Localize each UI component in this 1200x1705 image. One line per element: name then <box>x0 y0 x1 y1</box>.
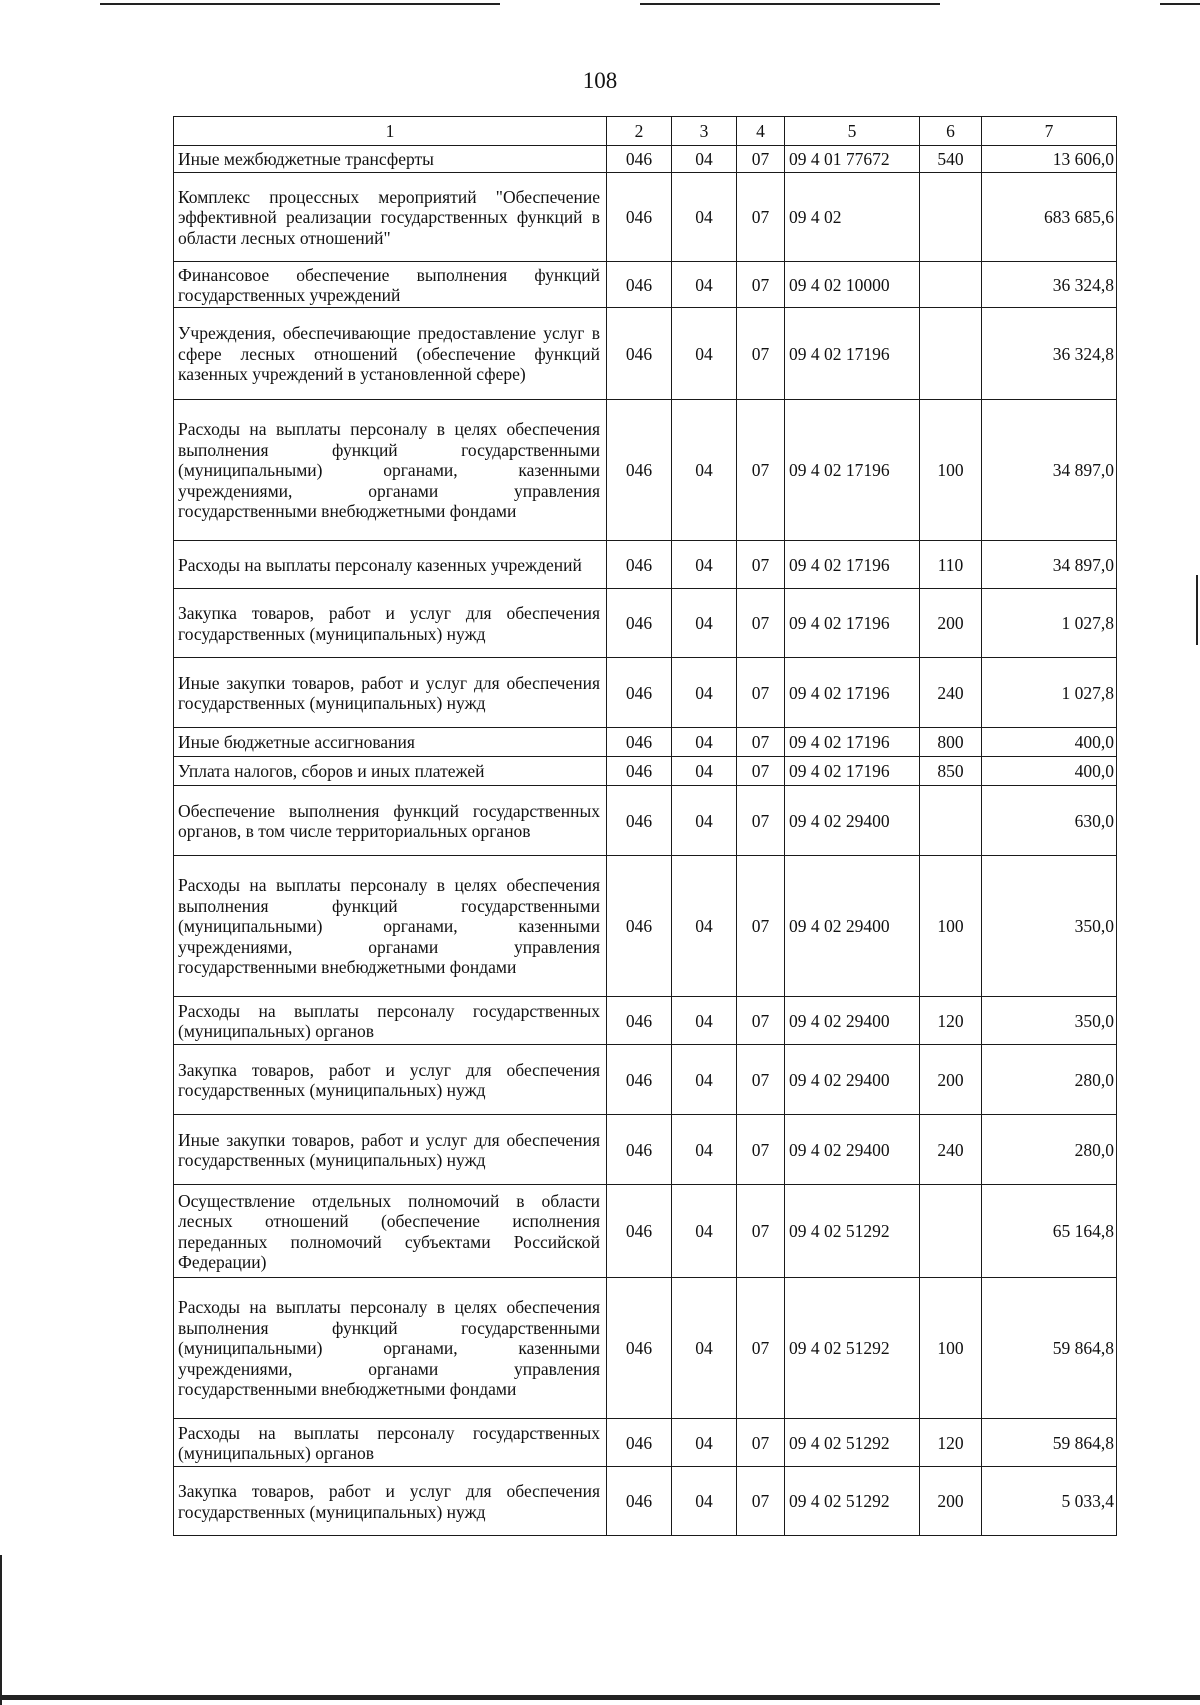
row-amount: 350,0 <box>982 856 1117 997</box>
row-ministry-code: 046 <box>607 400 672 541</box>
row-target-article: 09 4 02 17196 <box>785 400 920 541</box>
row-section: 04 <box>672 541 737 589</box>
row-name: Расходы на выплаты персоналу государственных (муниципальных) органов <box>174 1419 607 1467</box>
row-subsection: 07 <box>737 658 785 728</box>
row-section: 04 <box>672 400 737 541</box>
scan-edge-top-3 <box>1160 3 1200 5</box>
row-amount: 59 864,8 <box>982 1419 1117 1467</box>
row-subsection: 07 <box>737 997 785 1045</box>
row-ministry-code: 046 <box>607 856 672 997</box>
row-amount: 400,0 <box>982 757 1117 786</box>
row-name: Осуществление отдельных полномочий в области лесных отношений (обеспечение исполнения переданных полномочий субъектами Российской Федерации) <box>174 1185 607 1278</box>
row-ministry-code: 046 <box>607 146 672 173</box>
row-ministry-code: 046 <box>607 1419 672 1467</box>
row-amount: 630,0 <box>982 786 1117 856</box>
row-expense-type: 540 <box>920 146 982 173</box>
row-expense-type: 200 <box>920 1467 982 1536</box>
row-expense-type <box>920 1185 982 1278</box>
row-target-article: 09 4 02 10000 <box>785 262 920 308</box>
row-expense-type: 120 <box>920 1419 982 1467</box>
row-amount: 280,0 <box>982 1045 1117 1115</box>
row-ministry-code: 046 <box>607 262 672 308</box>
row-target-article: 09 4 02 29400 <box>785 997 920 1045</box>
row-target-article: 09 4 02 29400 <box>785 1115 920 1185</box>
row-target-article: 09 4 02 17196 <box>785 757 920 786</box>
row-target-article: 09 4 02 29400 <box>785 1045 920 1115</box>
row-section: 04 <box>672 1419 737 1467</box>
row-ministry-code: 046 <box>607 757 672 786</box>
column-header: 6 <box>920 117 982 146</box>
table-row <box>174 1419 1117 1467</box>
row-section: 04 <box>672 1278 737 1419</box>
row-ministry-code: 046 <box>607 1115 672 1185</box>
row-expense-type <box>920 173 982 262</box>
row-target-article: 09 4 02 17196 <box>785 589 920 658</box>
row-subsection: 07 <box>737 262 785 308</box>
row-name: Иные бюджетные ассигнования <box>174 728 607 757</box>
row-section: 04 <box>672 146 737 173</box>
row-expense-type: 240 <box>920 658 982 728</box>
table-row <box>174 400 1117 541</box>
row-expense-type: 200 <box>920 589 982 658</box>
row-section: 04 <box>672 589 737 658</box>
row-amount: 34 897,0 <box>982 541 1117 589</box>
row-name: Расходы на выплаты персоналу в целях обеспечения выполнения функций государственными (муниципальными) органами, казенными учреждениями, органами управления государственными внебюджетными фондами <box>174 856 607 997</box>
row-name: Учреждения, обеспечивающие предоставление услуг в сфере лесных отношений (обеспечение функций казенных учреждений в установленной сфере) <box>174 308 607 400</box>
row-section: 04 <box>672 1467 737 1536</box>
row-target-article: 09 4 02 29400 <box>785 856 920 997</box>
row-subsection: 07 <box>737 1467 785 1536</box>
table-row <box>174 658 1117 728</box>
row-subsection: 07 <box>737 786 785 856</box>
row-section: 04 <box>672 173 737 262</box>
row-target-article: 09 4 02 51292 <box>785 1185 920 1278</box>
row-name: Расходы на выплаты персоналу в целях обеспечения выполнения функций государственными (муниципальными) органами, казенными учреждениями, органами управления государственными внебюджетными фондами <box>174 1278 607 1419</box>
row-subsection: 07 <box>737 400 785 541</box>
table-row <box>174 997 1117 1045</box>
row-section: 04 <box>672 997 737 1045</box>
row-ministry-code: 046 <box>607 728 672 757</box>
row-expense-type: 240 <box>920 1115 982 1185</box>
row-amount: 5 033,4 <box>982 1467 1117 1536</box>
table-row <box>174 757 1117 786</box>
row-target-article: 09 4 02 <box>785 173 920 262</box>
row-ministry-code: 046 <box>607 1185 672 1278</box>
row-name: Уплата налогов, сборов и иных платежей <box>174 757 607 786</box>
row-subsection: 07 <box>737 308 785 400</box>
table-row <box>174 589 1117 658</box>
row-section: 04 <box>672 658 737 728</box>
budget-table <box>173 116 1117 1536</box>
row-name: Расходы на выплаты персоналу казенных учреждений <box>174 541 607 589</box>
row-section: 04 <box>672 1115 737 1185</box>
row-name: Закупка товаров, работ и услуг для обеспечения государственных (муниципальных) нужд <box>174 589 607 658</box>
row-section: 04 <box>672 308 737 400</box>
row-expense-type: 120 <box>920 997 982 1045</box>
row-subsection: 07 <box>737 173 785 262</box>
row-section: 04 <box>672 1045 737 1115</box>
row-subsection: 07 <box>737 856 785 997</box>
row-ministry-code: 046 <box>607 308 672 400</box>
row-section: 04 <box>672 1185 737 1278</box>
row-subsection: 07 <box>737 541 785 589</box>
row-section: 04 <box>672 757 737 786</box>
row-expense-type: 100 <box>920 400 982 541</box>
row-name: Иные закупки товаров, работ и услуг для обеспечения государственных (муниципальных) нужд <box>174 1115 607 1185</box>
row-name: Закупка товаров, работ и услуг для обеспечения государственных (муниципальных) нужд <box>174 1467 607 1536</box>
row-subsection: 07 <box>737 589 785 658</box>
row-ministry-code: 046 <box>607 1045 672 1115</box>
row-expense-type <box>920 308 982 400</box>
table-row <box>174 262 1117 308</box>
row-expense-type: 110 <box>920 541 982 589</box>
row-amount: 400,0 <box>982 728 1117 757</box>
row-name: Обеспечение выполнения функций государственных органов, в том числе территориальных органов <box>174 786 607 856</box>
row-name: Финансовое обеспечение выполнения функций государственных учреждений <box>174 262 607 308</box>
column-header: 7 <box>982 117 1117 146</box>
table-row <box>174 1115 1117 1185</box>
row-subsection: 07 <box>737 1419 785 1467</box>
column-header: 5 <box>785 117 920 146</box>
scan-edge-top-1 <box>100 3 500 5</box>
scan-edge-left <box>0 1555 2 1705</box>
table-row <box>174 728 1117 757</box>
row-amount: 1 027,8 <box>982 589 1117 658</box>
row-expense-type: 100 <box>920 1278 982 1419</box>
table-row <box>174 786 1117 856</box>
row-amount: 350,0 <box>982 997 1117 1045</box>
row-expense-type: 200 <box>920 1045 982 1115</box>
row-target-article: 09 4 02 17196 <box>785 541 920 589</box>
table-row <box>174 856 1117 997</box>
table-row <box>174 1185 1117 1278</box>
row-target-article: 09 4 02 51292 <box>785 1467 920 1536</box>
column-header: 4 <box>737 117 785 146</box>
row-subsection: 07 <box>737 146 785 173</box>
row-amount: 13 606,0 <box>982 146 1117 173</box>
column-header: 3 <box>672 117 737 146</box>
row-subsection: 07 <box>737 757 785 786</box>
row-target-article: 09 4 02 29400 <box>785 786 920 856</box>
row-amount: 1 027,8 <box>982 658 1117 728</box>
column-header: 1 <box>174 117 607 146</box>
column-header: 2 <box>607 117 672 146</box>
row-name: Расходы на выплаты персоналу государственных (муниципальных) органов <box>174 997 607 1045</box>
row-ministry-code: 046 <box>607 1467 672 1536</box>
table-row <box>174 146 1117 173</box>
row-expense-type: 100 <box>920 856 982 997</box>
row-name: Закупка товаров, работ и услуг для обеспечения государственных (муниципальных) нужд <box>174 1045 607 1115</box>
table-row <box>174 1278 1117 1419</box>
row-ministry-code: 046 <box>607 658 672 728</box>
row-amount: 34 897,0 <box>982 400 1117 541</box>
row-ministry-code: 046 <box>607 541 672 589</box>
row-expense-type <box>920 786 982 856</box>
row-ministry-code: 046 <box>607 997 672 1045</box>
table-row <box>174 1045 1117 1115</box>
scan-edge-bottom <box>0 1695 1200 1700</box>
table-row <box>174 1467 1117 1536</box>
row-ministry-code: 046 <box>607 173 672 262</box>
row-amount: 36 324,8 <box>982 308 1117 400</box>
row-name: Расходы на выплаты персоналу в целях обеспечения выполнения функций государственными (муниципальными) органами, казенными учреждениями, органами управления государственными внебюджетными фондами <box>174 400 607 541</box>
row-target-article: 09 4 02 17196 <box>785 658 920 728</box>
row-amount: 65 164,8 <box>982 1185 1117 1278</box>
row-section: 04 <box>672 786 737 856</box>
row-section: 04 <box>672 728 737 757</box>
row-ministry-code: 046 <box>607 1278 672 1419</box>
row-amount: 36 324,8 <box>982 262 1117 308</box>
scan-edge-top-2 <box>640 3 940 5</box>
row-target-article: 09 4 02 51292 <box>785 1419 920 1467</box>
row-amount: 280,0 <box>982 1115 1117 1185</box>
row-expense-type <box>920 262 982 308</box>
row-amount: 683 685,6 <box>982 173 1117 262</box>
row-subsection: 07 <box>737 1115 785 1185</box>
row-target-article: 09 4 02 17196 <box>785 308 920 400</box>
row-subsection: 07 <box>737 1045 785 1115</box>
row-ministry-code: 046 <box>607 589 672 658</box>
table-row <box>174 173 1117 262</box>
row-ministry-code: 046 <box>607 786 672 856</box>
row-name: Иные закупки товаров, работ и услуг для обеспечения государственных (муниципальных) нужд <box>174 658 607 728</box>
table-row <box>174 308 1117 400</box>
row-expense-type: 800 <box>920 728 982 757</box>
row-section: 04 <box>672 262 737 308</box>
row-subsection: 07 <box>737 1278 785 1419</box>
row-target-article: 09 4 02 51292 <box>785 1278 920 1419</box>
row-section: 04 <box>672 856 737 997</box>
row-amount: 59 864,8 <box>982 1278 1117 1419</box>
table-row <box>174 541 1117 589</box>
scan-mark-right <box>1196 575 1198 645</box>
row-target-article: 09 4 02 17196 <box>785 728 920 757</box>
row-name: Иные межбюджетные трансферты <box>174 146 607 173</box>
row-subsection: 07 <box>737 1185 785 1278</box>
row-subsection: 07 <box>737 728 785 757</box>
table-header-row <box>174 117 1117 146</box>
row-target-article: 09 4 01 77672 <box>785 146 920 173</box>
page-number: 108 <box>582 68 618 93</box>
row-name: Комплекс процессных мероприятий "Обеспечение эффективной реализации государственных функций в области лесных отношений" <box>174 173 607 262</box>
row-expense-type: 850 <box>920 757 982 786</box>
